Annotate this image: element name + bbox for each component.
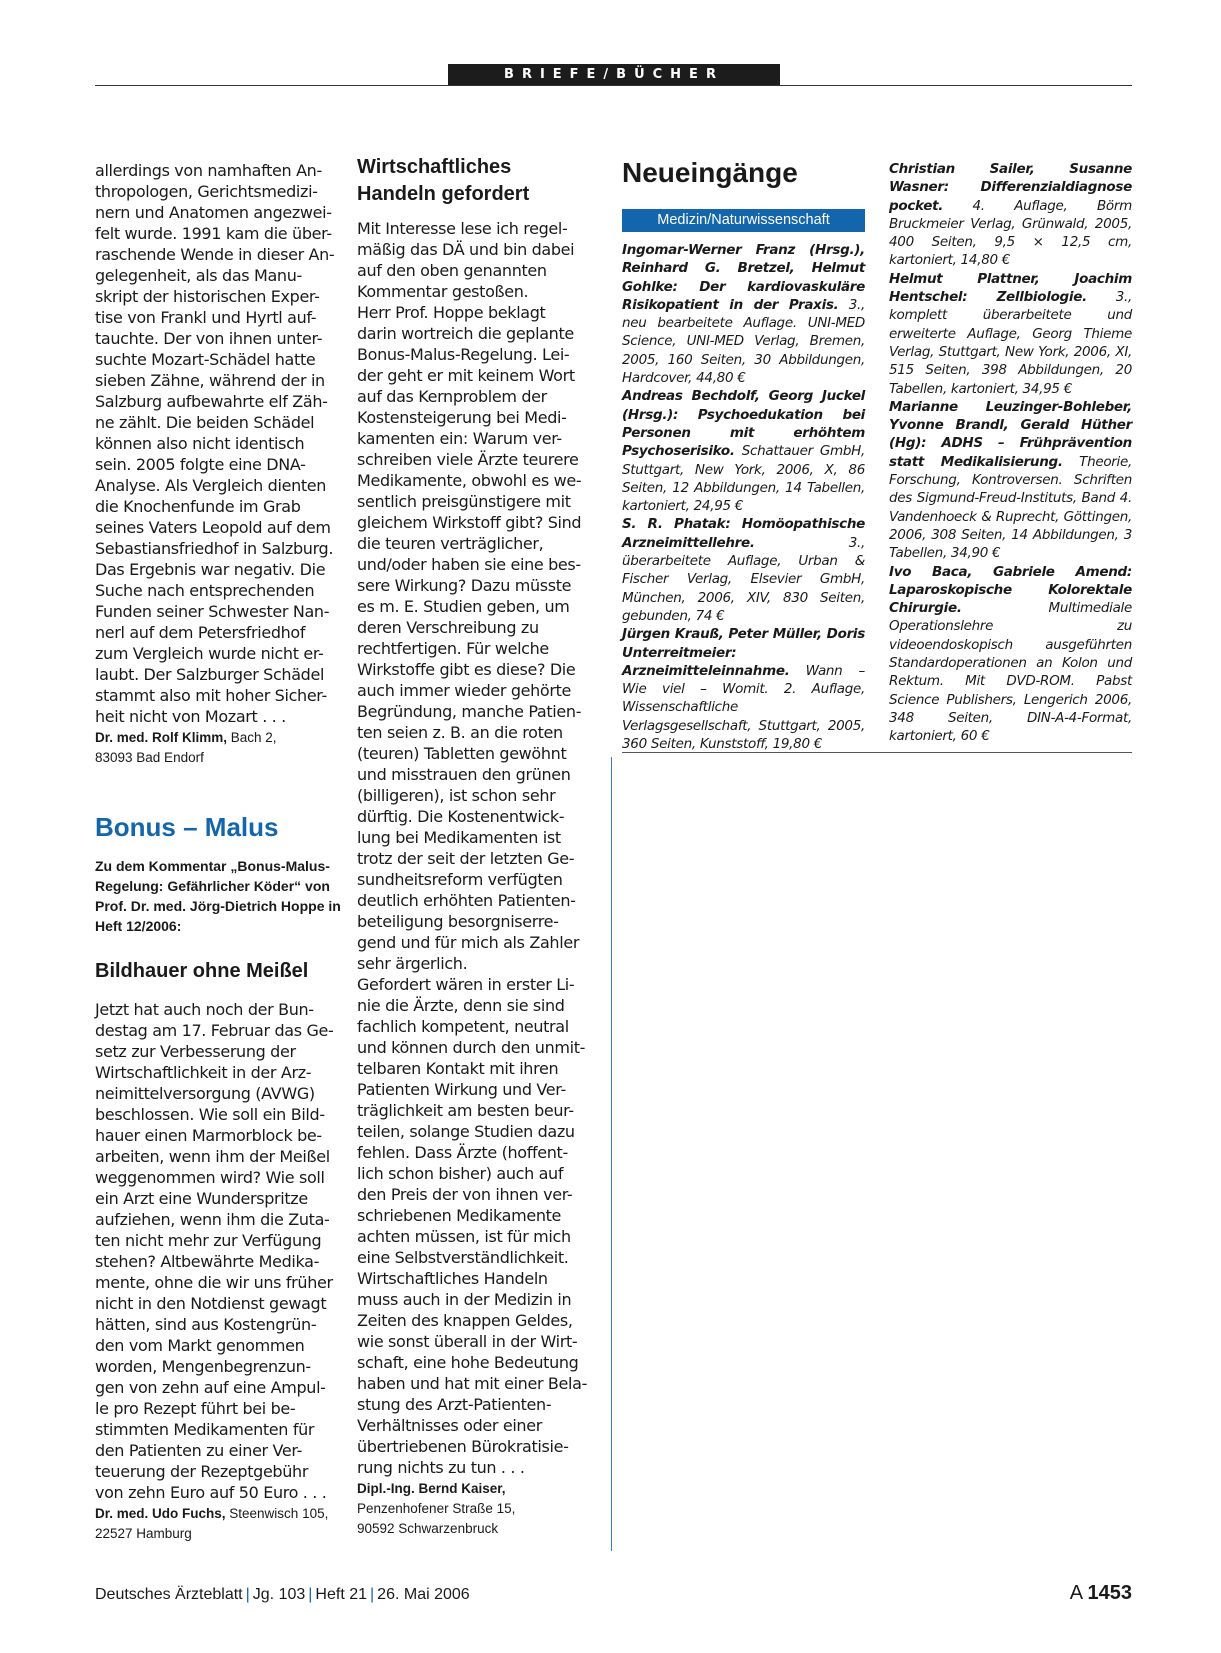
text-line: auf den oben genannten (357, 261, 547, 280)
letter-fuchs-text (95, 999, 343, 1503)
letter-klimm-text (95, 160, 343, 727)
text-line: mäßig das DÄ und bin dabei (357, 240, 575, 259)
text-line: Jetzt hat auch noch der Bun- (95, 1000, 314, 1019)
text-line: gleichem Wirkstoff gibt? Sind (357, 513, 582, 532)
text-line: Wirkstoffe gibt es diese? Die (357, 660, 576, 679)
letter-title-bildhauer: Bildhauer ohne Meißel (95, 960, 309, 982)
date: 26. Mai 2006 (377, 1586, 470, 1603)
letter-kaiser-text (357, 218, 605, 1478)
separator: | (245, 1586, 250, 1603)
text-line: Das Ergebnis war negativ. Die (95, 560, 326, 579)
text-line: heit nicht von Mozart . . . (95, 707, 286, 726)
text-line: die teuren verträglicher, (357, 534, 544, 553)
book-entry (622, 515, 865, 625)
text-line: beteiligung besorgniserre- (357, 912, 559, 931)
text-line: mente, ohne die wir uns früher (95, 1273, 333, 1292)
book-list (622, 241, 865, 753)
column-3 (622, 156, 865, 753)
page-prefix: A (1069, 1582, 1088, 1604)
text-line: nie die Ärzte, denn sie sind (357, 996, 565, 1015)
text-line: gen von zehn auf eine Ampul- (95, 1378, 326, 1397)
text-line: den Preis der von ihnen ver- (357, 1185, 573, 1204)
footer-citation (95, 1584, 470, 1606)
text-line: stehen? Altbewährte Medika- (95, 1252, 319, 1271)
section-title-bonus-malus: Bonus – Malus (95, 812, 279, 842)
book-entry (622, 625, 865, 753)
text-line: sere Wirkung? Dazu müsste (357, 576, 572, 595)
text-line: eine Selbstverständlichkeit. (357, 1248, 569, 1267)
text-line: aufziehen, wenn ihm die Zuta- (95, 1210, 330, 1229)
text-line: deren Verschreibung zu (357, 618, 539, 637)
text-line: Verhältnisses oder einer (357, 1416, 542, 1435)
text-line: auch immer wieder gehörte (357, 681, 572, 700)
book-author-title: Helmut Plattner, Joachim Hentschel: Zellbiologie. (889, 270, 1132, 306)
text-line: stammt also mit hoher Sicher- (95, 686, 327, 705)
text-line: weggenommen wird? Wie soll (95, 1168, 325, 1187)
text-line: gend und für mich als Zahler (357, 933, 580, 952)
text-line: ten seien z. B. an die roten (357, 723, 563, 742)
text-line: Suche nach entsprechenden (95, 581, 315, 600)
text-line: fehlen. Dass Ärzte (hoffent- (357, 1143, 568, 1162)
text-line: Wirtschaftlichkeit in der Arz- (95, 1063, 312, 1082)
column-4 (889, 160, 1132, 746)
text-line: hätten, sind aus Kostengrün- (95, 1315, 317, 1334)
text-line: trotz der seit der letzten Ge- (357, 849, 575, 868)
text-line: thropologen, Gerichtsmedizi- (95, 182, 318, 201)
book-details: Multimediale Operationslehre zu videoendoskopisch ausgeführten Standardoperationen an Kolon und Rektum. Mit DVD-ROM. Pabst Science Publishers, Lengerich 2006, 348 Seiten, DIN-A-4-Format, kartoniert, 60 € (889, 600, 1132, 745)
book-entry (622, 387, 865, 515)
book-entry (889, 270, 1132, 398)
book-details: Schattauer GmbH, Stuttgart, New York, 2006, X, 86 Seiten, 12 Abbildungen, 14 Tabellen, kartoniert, 24,95 € (622, 443, 865, 515)
column-1 (95, 160, 343, 1544)
text-line: träglichkeit am besten beur- (357, 1101, 574, 1120)
separator: | (308, 1586, 313, 1603)
title-line: Handeln gefordert (357, 183, 530, 205)
section-end-rule (622, 752, 1132, 753)
journal-name: Deutsches Ärzteblatt (95, 1586, 243, 1603)
text-line: Zu dem Kommentar „Bonus-Malus- (95, 858, 330, 874)
text-line: sentlich preisgünstigere mit (357, 492, 571, 511)
text-line: Bonus-Malus-Regelung. Lei- (357, 345, 570, 364)
column-2 (357, 154, 605, 1539)
text-line: haben und hat mit einer Bela- (357, 1374, 588, 1393)
text-line: Begründung, manche Patien- (357, 702, 582, 721)
text-line: und misstrauen den grünen (357, 765, 571, 784)
separator: | (370, 1586, 375, 1603)
text-line: die Knochenfunde im Grab (95, 497, 301, 516)
text-line: gelegenheit, als das Manu- (95, 266, 302, 285)
text-line: den Patienten zu einer Ver- (95, 1441, 302, 1460)
text-line: Funden seiner Schwester Nan- (95, 602, 330, 621)
header-rule (95, 85, 1132, 86)
signature-name: Dipl.-Ing. Bernd Kaiser, (357, 1481, 506, 1496)
text-line: und/oder haben sie eine bes- (357, 555, 581, 574)
category-label: Medizin/Naturwissenschaft (622, 209, 865, 232)
text-line: kamenten ein: Warum ver- (357, 429, 562, 448)
text-line: tise von Frankl und Hyrtl auf- (95, 308, 317, 327)
text-line: schreiben viele Ärzte teurere (357, 450, 579, 469)
signature-city: 90592 Schwarzenbruck (357, 1521, 499, 1536)
text-line: suchte Mozart-Schädel hatte (95, 350, 316, 369)
text-line: Heft 12/2006: (95, 918, 182, 934)
text-line: telbaren Kontakt mit ihren (357, 1059, 559, 1078)
text-line: fachlich kompetent, neutral (357, 1017, 569, 1036)
page-number (1070, 1580, 1132, 1606)
text-line: setz zur Verbesserung der (95, 1042, 296, 1061)
text-line: lich schon bisher) auch auf (357, 1164, 564, 1183)
signature-fuchs (95, 1504, 343, 1544)
text-line: sehr ärgerlich. (357, 954, 468, 973)
text-line: nicht in den Notdienst gewagt (95, 1294, 327, 1313)
text-line: Gefordert wären in erster Li- (357, 975, 575, 994)
book-details: 3., überarbeitete Auflage, Urban & Fischer Verlag, Elsevier GmbH, München, 2006, XIV, 830 Seiten, gebunden, 74 € (622, 534, 865, 624)
signature-city: 83093 Bad Endorf (95, 750, 204, 765)
book-entry (622, 241, 865, 387)
book-list (889, 160, 1132, 746)
text-line: arbeiten, wenn ihm der Meißel (95, 1147, 330, 1166)
signature-address: Steenwisch 105, (225, 1506, 329, 1521)
text-line: wie sonst überall in der Wirt- (357, 1332, 578, 1351)
column-divider (611, 757, 612, 1551)
volume: Jg. 103 (252, 1586, 306, 1603)
text-line: muss auch in der Medizin in (357, 1290, 572, 1309)
text-line: Prof. Dr. med. Jörg-Dietrich Hoppe in (95, 898, 341, 914)
text-line: auf das Kernproblem der (357, 387, 547, 406)
text-line: rechtfertigen. Für welche (357, 639, 549, 658)
book-author-title: Jürgen Krauß, Peter Müller, Doris Unterreitmeier: Arzneimitteleinnahme. (622, 626, 865, 679)
text-line: skript der historischen Exper- (95, 287, 320, 306)
text-line: Zeiten des knappen Geldes, (357, 1311, 573, 1330)
text-line: Medikamente, obwohl es we- (357, 471, 582, 490)
text-line: allerdings von namhaften An- (95, 161, 322, 180)
text-line: Kostensteigerung bei Medi- (357, 408, 567, 427)
text-line: Sebastiansfriedhof in Salzburg. (95, 539, 334, 558)
text-line: destag am 17. Februar das Ge- (95, 1021, 334, 1040)
signature-klimm (95, 728, 343, 768)
text-line: Patienten Wirkung und Ver- (357, 1080, 566, 1099)
text-line: darin wortreich die geplante (357, 324, 574, 343)
signature-name: Dr. med. Udo Fuchs, (95, 1506, 226, 1521)
signature-name: Dr. med. Rolf Klimm, (95, 730, 228, 745)
book-details: 4. Auflage, Börm Bruckmeier Verlag, Grünwald, 2005, 400 Seiten, 9,5 × 12,5 cm, kartoniert, 14,80 € (889, 197, 1132, 269)
lead-text (95, 856, 343, 936)
text-line: rung nichts zu tun . . . (357, 1458, 525, 1477)
text-line: sundheitsreform verfügten (357, 870, 563, 889)
text-line: raschende Wende in dieser An- (95, 245, 335, 264)
text-line: den vom Markt genommen (95, 1336, 305, 1355)
text-line: stung des Arzt-Patienten- (357, 1395, 552, 1414)
text-line: sieben Zähne, während der in (95, 371, 325, 390)
text-line: le pro Rezept führt bei be- (95, 1399, 296, 1418)
signature-city: 22527 Hamburg (95, 1526, 192, 1541)
book-author-title: Ingomar-Werner Franz (Hrsg.), Reinhard G. Bretzel, Helmut Gohlke: Der kardiovaskuläre Risikopatient in der Praxis. (622, 242, 865, 313)
text-line: nern und Anatomen angezwei- (95, 203, 332, 222)
text-line: stimmten Medikamenten für (95, 1420, 315, 1439)
text-line: lung bei Medikamenten ist (357, 828, 561, 847)
book-author-title: Andreas Bechdolf, Georg Juckel (Hrsg.): Psychoedukation bei Personen mit erhöhtem Psychoserisiko. (622, 388, 865, 460)
text-line: nerl auf dem Petersfriedhof (95, 623, 306, 642)
text-line: hauer einen Marmorblock be- (95, 1126, 322, 1145)
text-line: teuerung der Rezeptgebühr (95, 1462, 309, 1481)
book-details: Wann – Wie viel – Womit. 2. Auflage, Wissenschaftliche Verlagsgesellschaft, Stuttgart, 2005, 360 Seiten, Kunststoff, 19,80 € (622, 662, 865, 753)
text-line: Wirtschaftliches Handeln (357, 1269, 548, 1288)
text-line: und können durch den unmit- (357, 1038, 586, 1057)
book-author-title: Ivo Baca, Gabriele Amend: Laparoskopische Kolorektale Chirurgie. (889, 563, 1132, 617)
text-line: ne zählt. Die beiden Schädel (95, 413, 315, 432)
text-line: achten müssen, ist für mich (357, 1227, 571, 1246)
book-author-title: Christian Sailer, Susanne Wasner: Differenzialdiagnose pocket. (889, 161, 1132, 214)
text-line: neimittelversorgung (AVWG) (95, 1084, 315, 1103)
text-line: Salzburg aufbewahrte elf Zäh- (95, 392, 328, 411)
text-line: ten nicht mehr zur Verfügung (95, 1231, 322, 1250)
text-line: Regelung: Gefährlicher Köder“ von (95, 878, 330, 894)
text-line: beschlossen. Wie soll ein Bild- (95, 1105, 325, 1124)
text-line: ein Arzt eine Wunderspritze (95, 1189, 308, 1208)
book-entry (889, 563, 1132, 746)
text-line: der geht er mit keinem Wort (357, 366, 575, 385)
issue: Heft 21 (315, 1586, 368, 1603)
letter-title-wirtschaftliches (357, 154, 605, 208)
text-line: seines Vaters Leopold auf dem (95, 518, 331, 537)
book-author-title: Marianne Leuzinger-Bohleber, Yvonne Brandl, Gerald Hüther (Hg): ADHS – Frühprävention statt Medikalisierung. (889, 398, 1132, 470)
text-line: können also nicht identisch (95, 434, 305, 453)
text-line: es m. E. Studien geben, um (357, 597, 570, 616)
text-line: laubt. Der Salzburger Schädel (95, 665, 325, 684)
signature-address: Bach 2, (227, 730, 277, 745)
text-line: (billigeren), ist schon sehr (357, 786, 556, 805)
text-line: deutlich erhöhten Patienten- (357, 891, 576, 910)
signature-address: Penzenhofener Straße 15, (357, 1501, 516, 1516)
text-line: Herr Prof. Hoppe beklagt (357, 303, 546, 322)
text-line: übertriebenen Bürokratisie- (357, 1437, 569, 1456)
text-line: schaft, eine hohe Bedeutung (357, 1353, 579, 1372)
book-details: Theorie, Forschung, Kontroversen. Schriften des Sigmund-Freud-Instituts, Band 4. Vandenhoeck & Ruprecht, Göttingen, 2006, 308 Seiten, 14 Abbildungen, 3 Tabellen, 34,90 € (889, 453, 1132, 562)
text-line: sein. 2005 folgte eine DNA- (95, 455, 306, 474)
signature-kaiser (357, 1479, 605, 1539)
text-line: Analyse. Als Vergleich dienten (95, 476, 327, 495)
text-line: worden, Mengenbegrenzun- (95, 1357, 311, 1376)
text-line: teilen, solange Studien dazu (357, 1122, 575, 1141)
text-line: felt wurde. 1991 kam die über- (95, 224, 332, 243)
title-line: Wirtschaftliches (357, 156, 512, 178)
text-line: dürftig. Die Kostenentwick- (357, 807, 565, 826)
section-title-neueingaenge: Neueingänge (622, 157, 798, 188)
text-line: schriebenen Medikamente (357, 1206, 562, 1225)
text-line: (teuren) Tabletten gewöhnt (357, 744, 567, 763)
text-line: Mit Interesse lese ich regel- (357, 219, 568, 238)
book-entry (889, 160, 1132, 270)
book-author-title: S. R. Phatak: Homöopathische Arzneimittellehre. (622, 516, 865, 551)
book-entry (889, 398, 1132, 563)
text-line: von zehn Euro auf 50 Euro . . . (95, 1483, 327, 1502)
text-line: zum Vergleich wurde nicht er- (95, 644, 324, 663)
text-line: Kommentar gestoßen. (357, 282, 529, 301)
section-tag: BRIEFE/BÜCHER (448, 64, 780, 85)
book-details: 3., neu bearbeitete Auflage. UNI-MED Science, UNI-MED Verlag, Bremen, 2005, 160 Seiten, 30 Abbildungen, Hardcover, 44,80 € (622, 296, 865, 387)
page-number-value: 1453 (1087, 1582, 1132, 1604)
text-line: tauchte. Der von ihnen unter- (95, 329, 323, 348)
book-details: 3., komplett überarbeitete und erweiterte Auflage, Georg Thieme Verlag, Stuttgart, New York, 2006, XI, 515 Seiten, 398 Abbildungen, 20 Tabellen, kartoniert, 34,95 € (889, 289, 1133, 397)
